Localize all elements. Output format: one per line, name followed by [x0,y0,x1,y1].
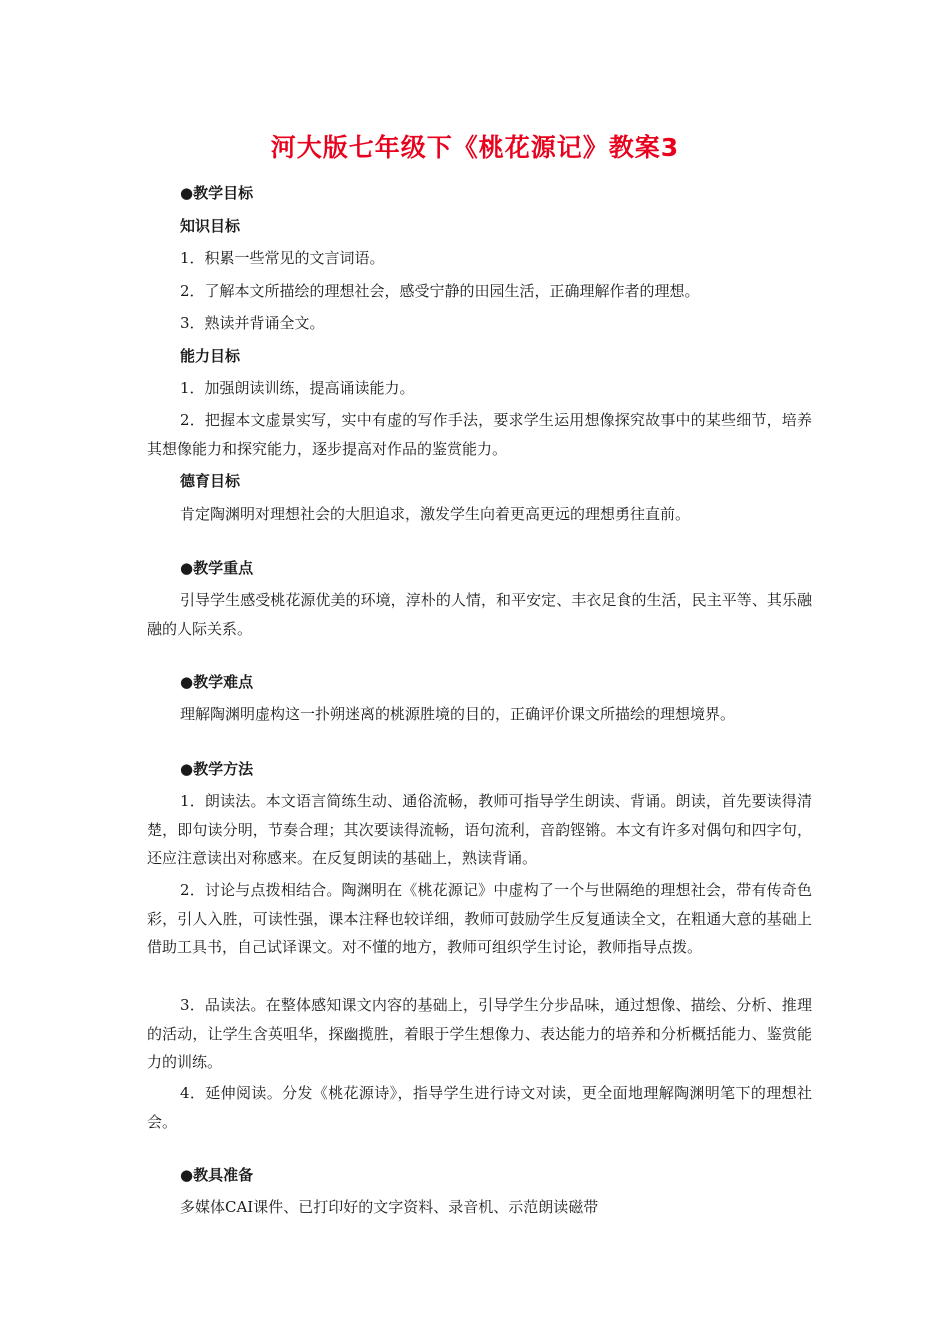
key-points-text: 引导学生感受桃花源优美的环境，淳朴的人情，和平安定、丰衣足食的生活，民主平等、其乐融融的人际关系。 [147,591,812,638]
ability-objectives-heading: 能力目标 [180,347,241,365]
method-item-1: 1．朗读法。本文语言简练生动、通俗流畅，教师可指导学生朗读、背诵。朗读，首先要读得清楚，即句读分明，节奏合理；其次要读得流畅，语句流利，音韵铿锵。本文有许多对偶句和四字句，还应注意读出对称感来。在反复朗读的基础上，熟读背诵。 [147,792,812,867]
knowledge-objectives-heading: 知识目标 [180,217,241,235]
difficulties-heading: ●教学难点 [180,673,254,691]
knowledge-item-2: 2．了解本文所描绘的理想社会，感受宁静的田园生活，正确理解作者的理想。 [180,282,700,300]
ability-item-1: 1．加强朗读训练，提高诵读能力。 [180,379,415,397]
knowledge-item-1: 1．积累一些常见的文言词语。 [180,249,385,267]
knowledge-item-3: 3．熟读并背诵全文。 [180,314,325,332]
moral-objectives-heading: 德育目标 [180,472,241,490]
materials-heading: ●教具准备 [180,1166,254,1184]
methods-heading: ●教学方法 [180,760,254,778]
method-item-2: 2．讨论与点拨相结合。陶渊明在《桃花源记》中虚构了一个与世隔绝的理想社会，带有传奇色彩，引人入胜，可读性强，课本注释也较详细，教师可鼓励学生反复通读全文，在粗通大意的基础上借助工具书，自己试译课文。对不懂的地方，教师可组织学生讨论，教师指导点拨。 [147,881,812,956]
key-points-heading: ●教学重点 [180,559,254,577]
objectives-heading: ●教学目标 [180,184,254,202]
ability-item-2: 2．把握本文虚景实写，实中有虚的写作手法，要求学生运用想像探究故事中的某些细节，培养其想像能力和探究能力，逐步提高对作品的鉴赏能力。 [147,411,812,458]
document-title: 河大版七年级下《桃花源记》教案3 [270,133,680,162]
difficulties-text: 理解陶渊明虚构这一扑朔迷离的桃源胜境的目的，正确评价课文所描绘的理想境界。 [180,705,736,723]
method-item-4: 4．延伸阅读。分发《桃花源诗》，指导学生进行诗文对读，更全面地理解陶渊明笔下的理想社会。 [147,1084,812,1131]
method-item-3: 3．品读法。在整体感知课文内容的基础上，引导学生分步品味，通过想像、描绘、分析、推理的活动，让学生含英咀华，探幽揽胜，着眼于学生想像力、表达能力的培养和分析概括能力、鉴赏能力的训练。 [147,996,812,1071]
materials-text: 多媒体CAI课件、已打印好的文字资料、录音机、示范朗读磁带 [180,1198,599,1216]
moral-objectives-text: 肯定陶渊明对理想社会的大胆追求，激发学生向着更高更远的理想勇往直前。 [180,505,691,523]
